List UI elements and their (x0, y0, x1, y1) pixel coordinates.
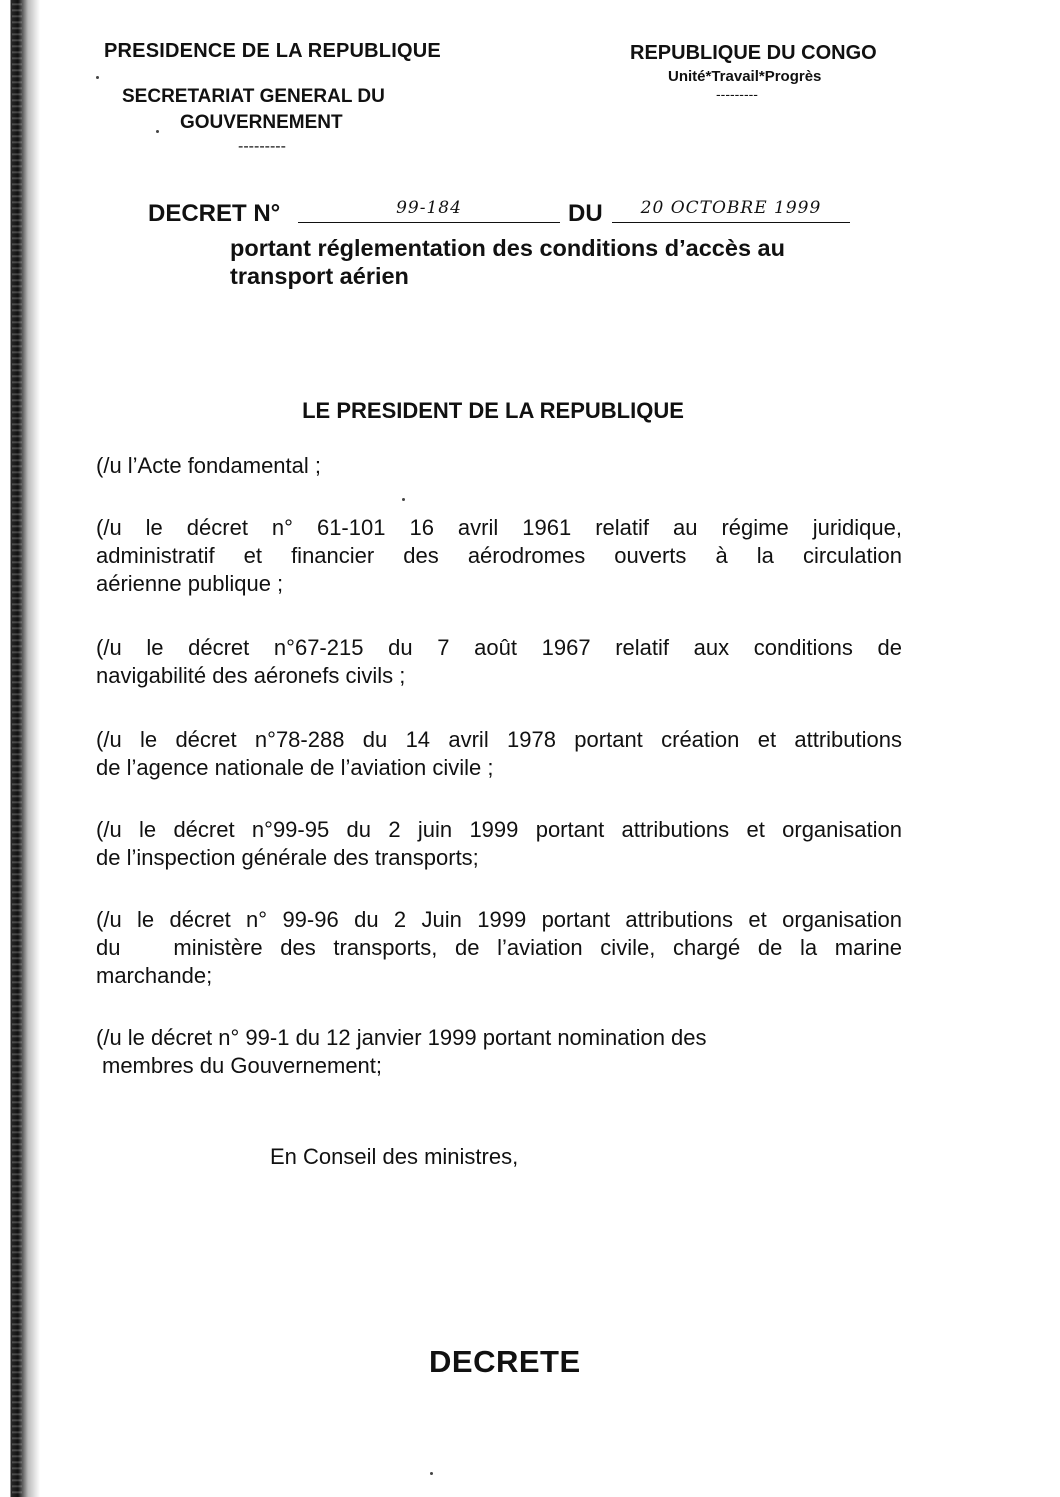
visa-line: (/u l’Acte fondamental ; (96, 453, 322, 478)
visa-paragraph (96, 906, 902, 990)
visa-paragraph (96, 1024, 856, 1080)
decree-date-label: DU (568, 200, 603, 227)
visa-line: membres du Gouvernement; (102, 1053, 383, 1078)
visa-line: administratif et financier des aérodromes ouverts à la circulation (96, 543, 902, 568)
decree-number-label: DECRET N° (148, 200, 281, 227)
visa-line: navigabilité des aéronefs civils ; (96, 663, 406, 688)
council-line: En Conseil des ministres, (270, 1144, 519, 1169)
decrete-heading: DECRETE (429, 1344, 581, 1379)
header-presidence: PRESIDENCE DE LA REPUBLIQUE (104, 40, 441, 62)
visa-paragraph (96, 726, 902, 782)
visa-line: (/u le décret n°67-215 du 7 août 1967 relatif aux conditions de (96, 635, 902, 660)
header-motto: Unité*Travail*Progrès (668, 68, 822, 85)
visa-line: de l’inspection générale des transports; (96, 845, 479, 870)
header-secretariat: SECRETARIAT GENERAL DU (122, 86, 385, 107)
visa-line: (/u le décret n° 99-96 du 2 Juin 1999 portant attributions et organisation (96, 907, 902, 932)
visa-line: (/u le décret n° 99-1 du 12 janvier 1999 portant nomination des (96, 1025, 707, 1050)
header-left-separator: --------- (238, 138, 286, 155)
scan-binding-edge (0, 0, 44, 1497)
visa-line: (/u le décret n°78-288 du 14 avril 1978 portant création et attributions (96, 727, 902, 752)
decree-number-value: 99-184 (298, 198, 560, 223)
header-country: REPUBLIQUE DU CONGO (630, 42, 877, 64)
visa-line: (/u le décret n° 61-101 16 avril 1961 relatif au régime juridique, (96, 515, 902, 540)
visa-line: (/u le décret n°99-95 du 2 juin 1999 portant attributions et organisation (96, 817, 902, 842)
visa-paragraph (96, 452, 902, 480)
president-heading-text: LE PRESIDENT DE LA REPUBLIQUE (302, 398, 684, 423)
scan-speck (96, 76, 99, 79)
decree-number-line (148, 198, 858, 232)
decree-date-value: 20 OCTOBRE 1999 (612, 198, 850, 223)
scan-speck (156, 130, 159, 133)
visa-paragraph (96, 514, 902, 598)
visa-line: de l’agence nationale de l’aviation civile ; (96, 755, 494, 780)
decree-subject (230, 234, 870, 290)
president-heading (0, 398, 1000, 424)
visa-paragraph (96, 634, 902, 690)
visa-line: du ministère des transports, de l’aviation civile, chargé de la marine (96, 935, 902, 960)
visa-line: aérienne publique ; (96, 571, 284, 596)
visa-paragraph (96, 816, 902, 872)
header-right-separator: --------- (716, 86, 758, 102)
header-gouvernement: GOUVERNEMENT (180, 112, 343, 133)
decree-subject-line: portant réglementation des conditions d’accès au (230, 235, 785, 261)
scan-speck (402, 498, 405, 501)
decree-subject-line: transport aérien (230, 263, 409, 289)
visa-line: marchande; (96, 963, 213, 988)
scan-speck (430, 1472, 433, 1475)
